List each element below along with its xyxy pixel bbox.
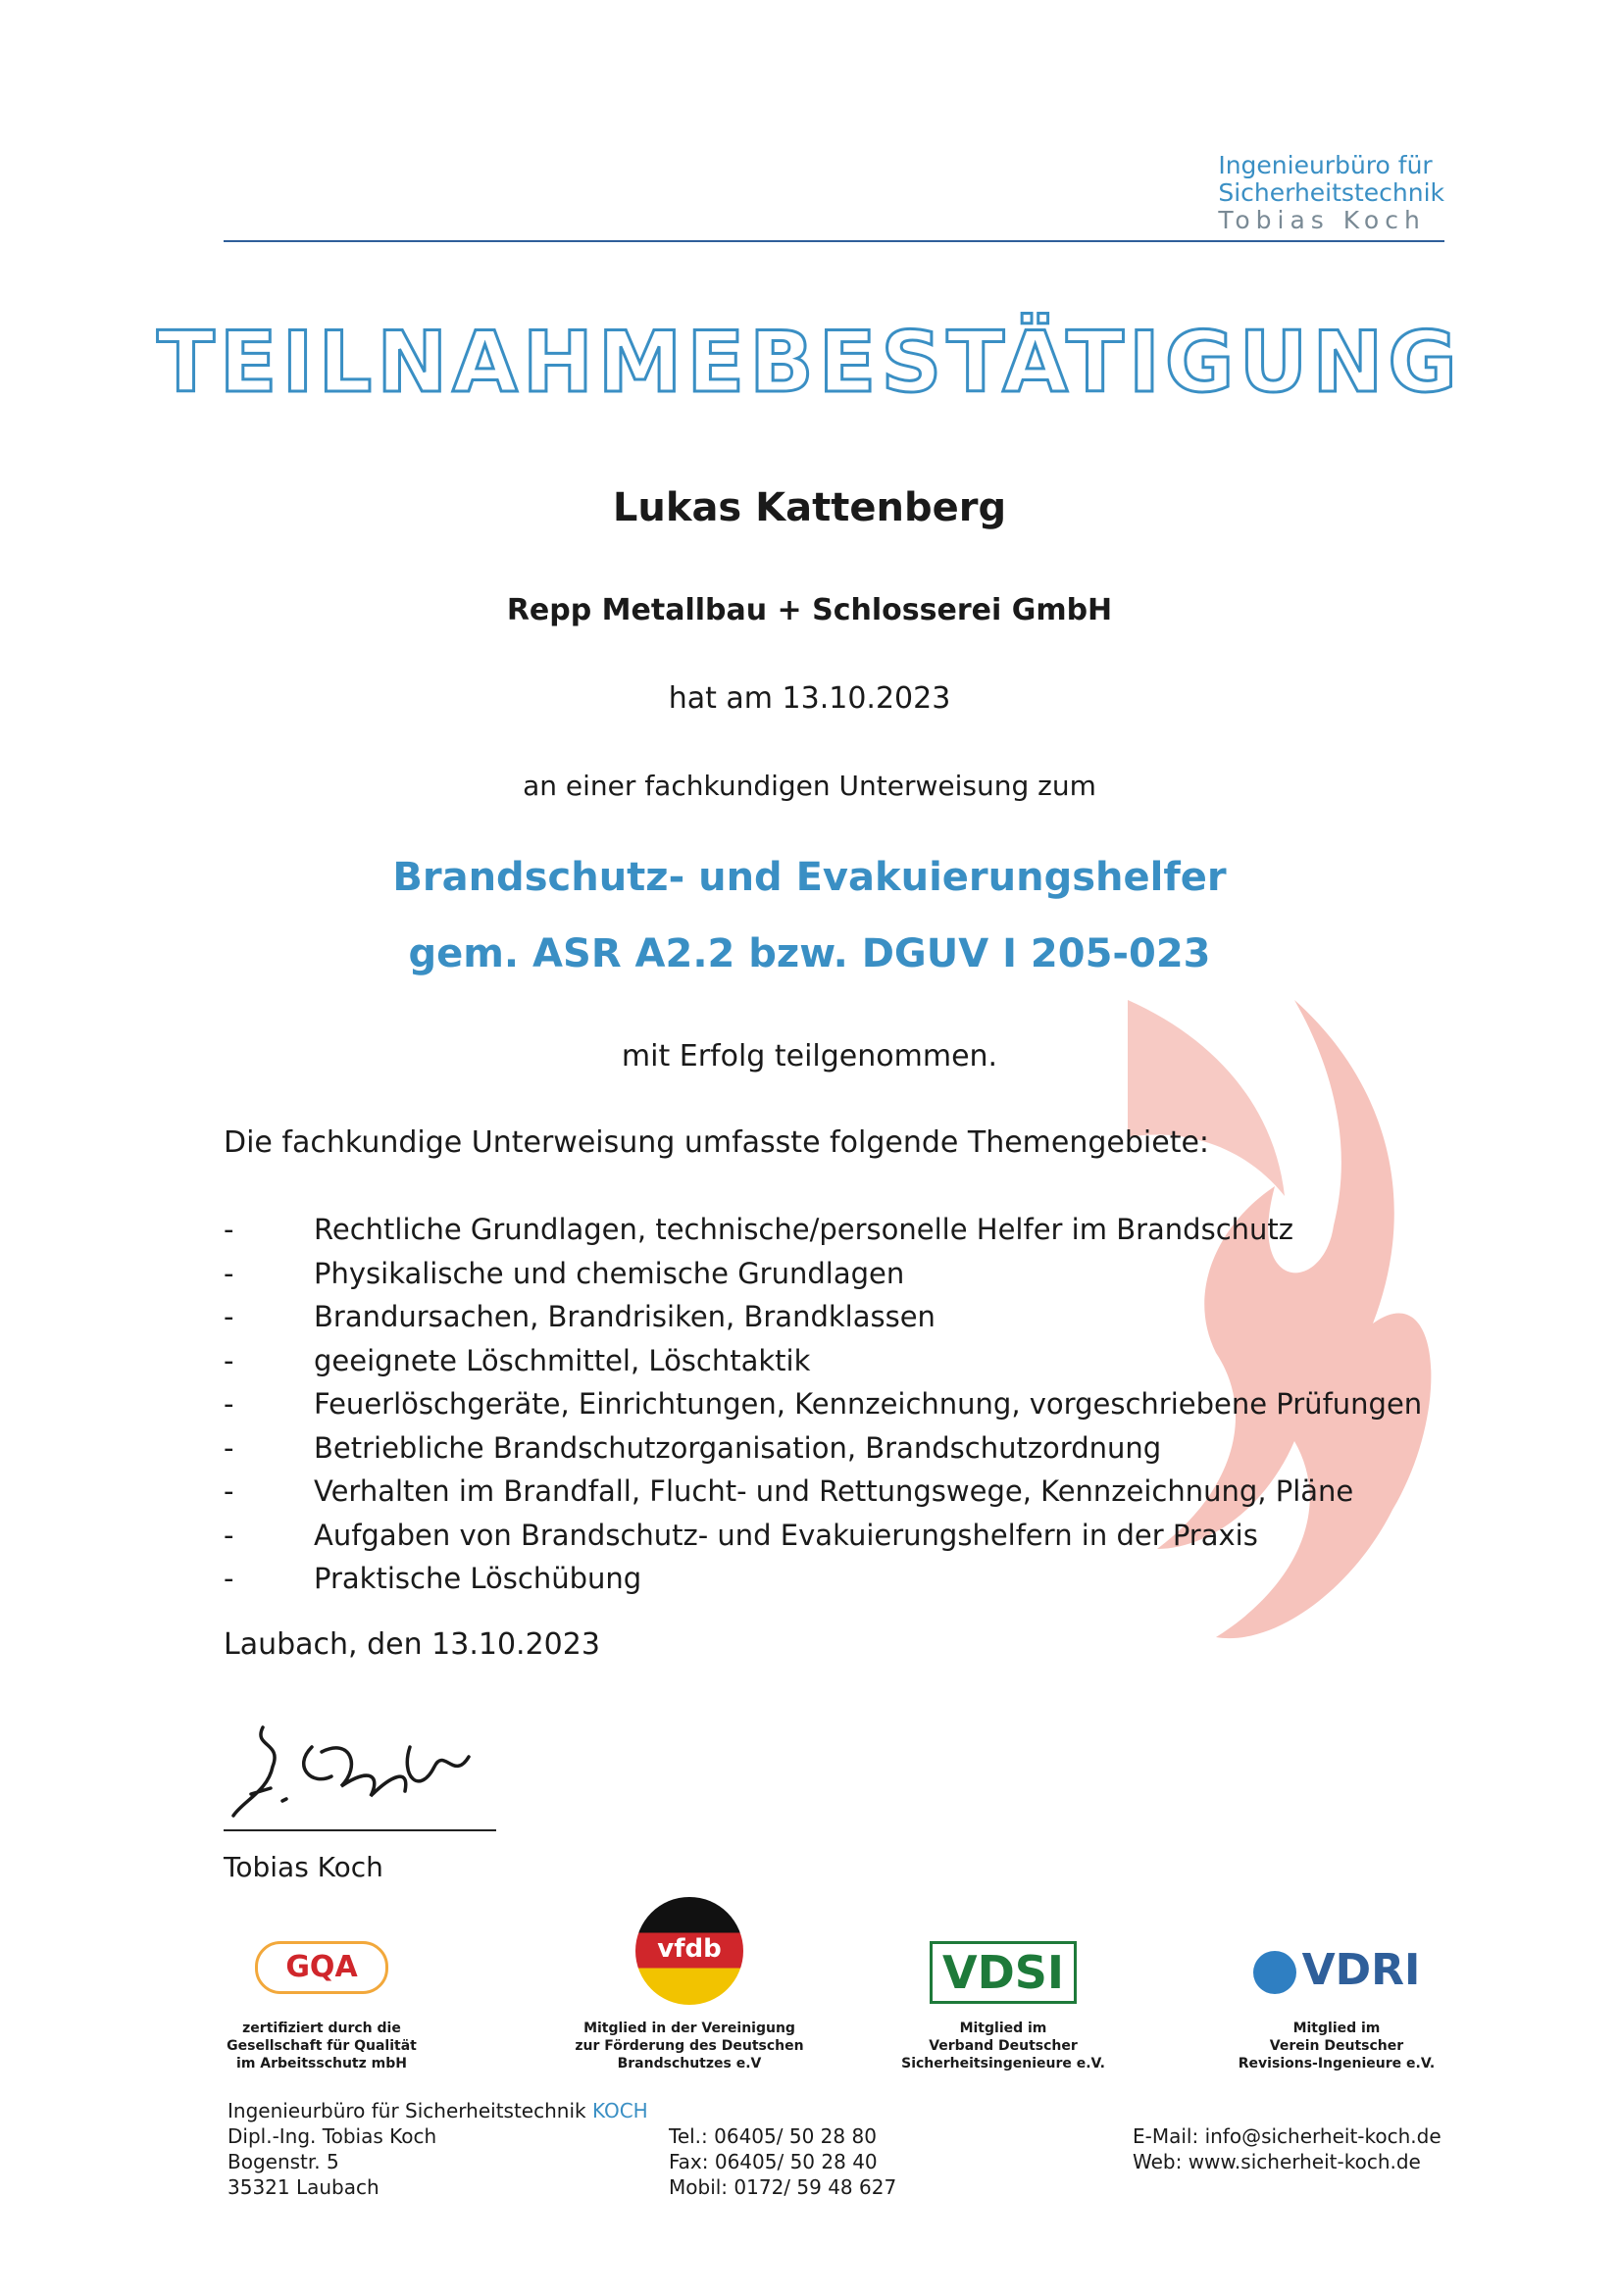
certificate-title: TEILNAHMEBESTÄTIGUNG <box>157 314 1462 412</box>
gqa-caption: zertifiziert durch die Gesellschaft für Qualität im Arbeitsschutz mbH <box>227 2021 417 2071</box>
footer-fax: Fax: 06405/ 50 28 40 <box>669 2150 878 2173</box>
place-and-date: Laubach, den 13.10.2023 <box>224 1627 600 1662</box>
signer-name: Tobias Koch <box>224 1851 383 1883</box>
footer-tel: Tel.: 06405/ 50 28 80 <box>669 2124 877 2148</box>
footer-phones <box>669 2123 896 2200</box>
success-line: mit Erfolg teilgenommen. <box>621 1039 998 1073</box>
letterhead <box>1218 152 1444 234</box>
footer-web[interactable]: Web: www.sicherheit-koch.de <box>1133 2150 1421 2173</box>
letterhead-line-1: Ingenieurbüro für <box>1218 151 1433 179</box>
topics-intro: Die fachkundige Unterweisung umfasste folgende Themengebiete: <box>224 1125 1210 1160</box>
list-item: - Rechtliche Grundlagen, technische/personelle Helfer im Brandschutz <box>224 1213 1293 1246</box>
vfdb-icon: vfdb <box>635 1897 743 2005</box>
footer-address <box>228 2098 648 2200</box>
gqa-icon: GQA <box>255 1941 388 1994</box>
vfdb-caption: Mitglied in der Vereinigung zur Förderung des Deutschen Brandschutzes e.V <box>575 2021 804 2071</box>
footer-city: 35321 Laubach <box>228 2175 379 2199</box>
list-item: - Betriebliche Brandschutzorganisation, Brandschutzordnung <box>224 1430 1162 1465</box>
handwritten-signature <box>224 1708 498 1823</box>
footer-email[interactable]: E-Mail: info@sicherheit-koch.de <box>1133 2124 1442 2148</box>
letterhead-line-2: Sicherheitstechnik <box>1218 178 1444 207</box>
vdri-logo <box>1189 1922 1484 2072</box>
participant-name: Lukas Kattenberg <box>612 485 1007 530</box>
list-item: - Physikalische und chemische Grundlagen <box>224 1256 905 1290</box>
intro-line: an einer fachkundigen Unterweisung zum <box>523 770 1096 802</box>
letterhead-divider <box>224 240 1444 242</box>
vdsi-caption: Mitglied im Verband Deutscher Sicherheitsingenieure e.V. <box>901 2021 1105 2071</box>
vdsi-icon: VDSI <box>930 1941 1077 2004</box>
vdsi-logo <box>856 1922 1150 2072</box>
list-item: - Aufgaben von Brandschutz- und Evakuierungshelfern in der Praxis <box>224 1518 1258 1552</box>
list-item: - Praktische Löschübung <box>224 1562 642 1595</box>
list-item: - Feuerlöschgeräte, Einrichtungen, Kennzeichnung, vorgeschriebene Prüfungen <box>224 1387 1423 1421</box>
vdri-icon: VDRI <box>1253 1941 1421 2000</box>
footer-mobil: Mobil: 0172/ 59 48 627 <box>669 2175 897 2199</box>
topics-list <box>224 1208 1422 1601</box>
list-item: - geeignete Löschmittel, Löschtaktik <box>224 1343 811 1377</box>
gqa-logo <box>175 1922 469 2072</box>
footer-name: Dipl.-Ing. Tobias Koch <box>228 2124 437 2148</box>
footer-company: Ingenieurbüro für Sicherheitstechnik KOCH <box>228 2099 648 2122</box>
course-title-line-2: gem. ASR A2.2 bzw. DGUV I 205-023 <box>408 931 1211 976</box>
attendance-date: hat am 13.10.2023 <box>668 681 951 716</box>
course-title-line-1: Brandschutz- und Evakuierungshelfer <box>392 855 1227 900</box>
signature-line <box>224 1829 496 1831</box>
letterhead-line-3: Tobias Koch <box>1218 206 1426 234</box>
list-item: - Verhalten im Brandfall, Flucht- und Rettungswege, Kennzeichnung, Pläne <box>224 1474 1354 1508</box>
vdri-caption: Mitglied im Verein Deutscher Revisions-Ingenieure e.V. <box>1238 2021 1436 2071</box>
list-item: - Brandursachen, Brandrisiken, Brandklassen <box>224 1300 936 1333</box>
vfdb-logo <box>542 1897 836 2072</box>
footer-online <box>1133 2123 1442 2174</box>
footer-street: Bogenstr. 5 <box>228 2150 339 2173</box>
company-name: Repp Metallbau + Schlosserei GmbH <box>506 593 1113 627</box>
